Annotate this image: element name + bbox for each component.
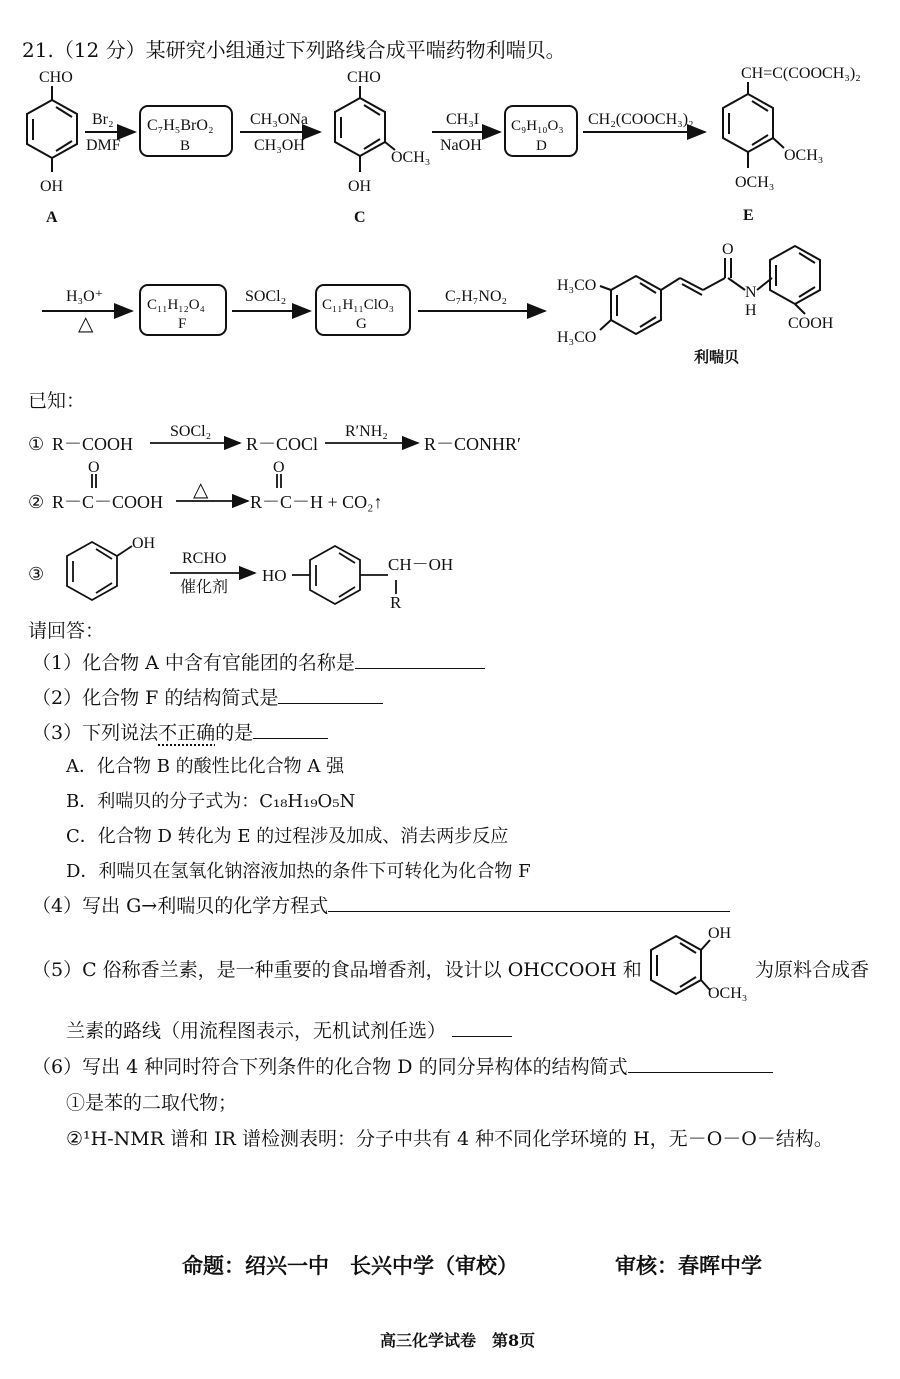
r1-mid: R－COCl (246, 434, 319, 454)
r1-reagent2: R′NH₂ (345, 423, 388, 440)
step3-top: CH₃I (446, 111, 480, 128)
b-formula: C₇H₅BrO₂ (147, 117, 214, 134)
hydroxybenzyl-ring (310, 546, 360, 604)
question-3: （3）下列说法不正确的是 (32, 718, 328, 745)
e-och3-side: OCH₃ (784, 147, 824, 164)
e-label: E (743, 207, 754, 224)
known-reactions (0, 410, 900, 650)
page-number: 高三化学试卷 第8页 (380, 1331, 536, 1350)
emphasis-not-correct: 不正确 (158, 722, 216, 744)
r2-o2: O (273, 459, 285, 476)
known-heading: 已知： (28, 390, 86, 412)
question-4: （4）写出 G→利喘贝的化学方程式 (32, 891, 730, 918)
question-6-cond2: ②¹H-NMR 谱和 IR 谱检测表明：分子中共有 4 种不同化学环境的 H，无－O－O－结构。 (66, 1128, 833, 1150)
product-amide-o: O (722, 241, 734, 258)
step7-top: C₇H₇NO₂ (445, 288, 508, 305)
r3-reagent-top: RCHO (182, 550, 227, 567)
r2-num: ② (28, 492, 45, 512)
question-1: （1）化合物 A 中含有官能团的名称是 (32, 648, 485, 675)
question-5-line2: 兰素的路线（用流程图表示，无机试剂任选） (66, 1016, 512, 1043)
question-intro: 某研究小组通过下列路线合成平喘药物利喘贝。 (145, 38, 566, 62)
r3-prod-r: R (390, 593, 402, 612)
product-name: 利喘贝 (694, 350, 740, 366)
question-6-cond1: ①是苯的二取代物； (66, 1092, 238, 1114)
author-line: 命题：绍兴一中 长兴中学（审校） (182, 1253, 518, 1278)
question-points: （12 分） (53, 38, 146, 62)
step5-top: H₃O⁺ (66, 288, 104, 305)
question-5-post: 为原料合成香 (755, 959, 870, 981)
r2-reagent: △ (193, 479, 209, 501)
f-label: F (178, 316, 187, 332)
r1-start: R－COOH (52, 434, 134, 454)
r1-end: R－CONHR′ (424, 434, 521, 454)
answer-blank-1[interactable] (355, 650, 485, 669)
option-a: A．化合物 B 的酸性比化合物 A 强 (66, 756, 345, 777)
question-2: （2）化合物 F 的结构简式是 (32, 683, 383, 710)
r1-num: ① (28, 434, 45, 454)
r2-end: R－C－H + CO₂↑ (250, 492, 383, 512)
r2-start: R－C－COOH (52, 492, 164, 512)
step5-bottom: △ (78, 313, 94, 335)
product-ring-left (611, 276, 661, 334)
answer-blank-6[interactable] (628, 1054, 773, 1073)
compound-c-ring (335, 98, 385, 156)
f-formula: C₁₁H₁₂O₄ (147, 297, 205, 313)
product-amide-n: N (745, 284, 757, 301)
answer-blank-2[interactable] (278, 685, 383, 704)
c-oh: OH (348, 178, 372, 195)
r2-o1: O (88, 459, 100, 476)
step2-bottom: CH₃OH (254, 137, 305, 154)
reviewer-line: 审核：春晖中学 (615, 1253, 762, 1278)
step1-bottom: DMF (86, 137, 121, 154)
c-cho: CHO (347, 69, 381, 86)
question-6: （6）写出 4 种同时符合下列条件的化合物 D 的同分异构体的结构简式 (32, 1052, 773, 1079)
r3-prod-ho: HO (262, 566, 287, 585)
question-5-line1: （5）C 俗称香兰素，是一种重要的食品增香剂，设计以 OHCCOOH 和 (32, 959, 642, 981)
product-h3co-1: H₃CO (557, 277, 597, 294)
g-formula: C₁₁H₁₁ClO₃ (322, 297, 394, 313)
r3-oh: OH (132, 535, 156, 552)
r3-reagent-bottom: 催化剂 (180, 579, 229, 596)
e-top: CH=C(COOCH₃)₂ (741, 65, 861, 82)
phenol-ring (67, 542, 117, 600)
synthesis-route (0, 0, 900, 380)
r3-num: ③ (28, 564, 45, 584)
step1-top: Br₂ (92, 111, 114, 128)
option-d: D．利喘贝在氢氧化钠溶液加热的条件下可转化为化合物 F (66, 861, 531, 882)
r1-reagent1: SOCl₂ (170, 423, 212, 440)
product-ring-right (770, 246, 820, 304)
a-cho: CHO (39, 69, 73, 86)
r3-prod-ch: CH－OH (388, 555, 454, 574)
step6-top: SOCl₂ (245, 288, 287, 305)
guaiacol-oh: OH (708, 925, 732, 942)
option-c: C．化合物 D 转化为 E 的过程涉及加成、消去两步反应 (66, 826, 509, 847)
product-amide-h: H (745, 302, 757, 319)
step3-bottom: NaOH (440, 137, 482, 154)
guaiacol-och3: OCH₃ (708, 985, 748, 1002)
answer-prompt: 请回答： (28, 620, 105, 642)
option-b: B．利喘贝的分子式为：C₁₈H₁₉O₅N (66, 791, 356, 812)
c-label: C (354, 209, 366, 226)
step4-top: CH₂(COOCH₃)₂ (588, 111, 694, 128)
answer-blank-5[interactable] (452, 1018, 512, 1037)
b-label: B (180, 138, 191, 154)
compound-a-ring (27, 100, 77, 158)
compound-e-ring (723, 94, 773, 152)
d-formula: C₉H₁₀O₃ (511, 118, 564, 134)
question-number: 21. (22, 38, 54, 62)
step2-top: CH₃ONa (250, 111, 309, 128)
answer-blank-4[interactable] (328, 893, 730, 912)
d-label: D (536, 138, 547, 154)
c-och3: OCH₃ (391, 149, 431, 166)
a-oh: OH (40, 178, 64, 195)
product-cooh: COOH (788, 315, 834, 332)
e-och3-bottom: OCH₃ (735, 174, 775, 191)
g-label: G (356, 316, 367, 332)
product-h3co-2: H₃CO (557, 329, 597, 346)
a-label: A (46, 209, 58, 226)
answer-blank-3[interactable] (253, 720, 328, 739)
